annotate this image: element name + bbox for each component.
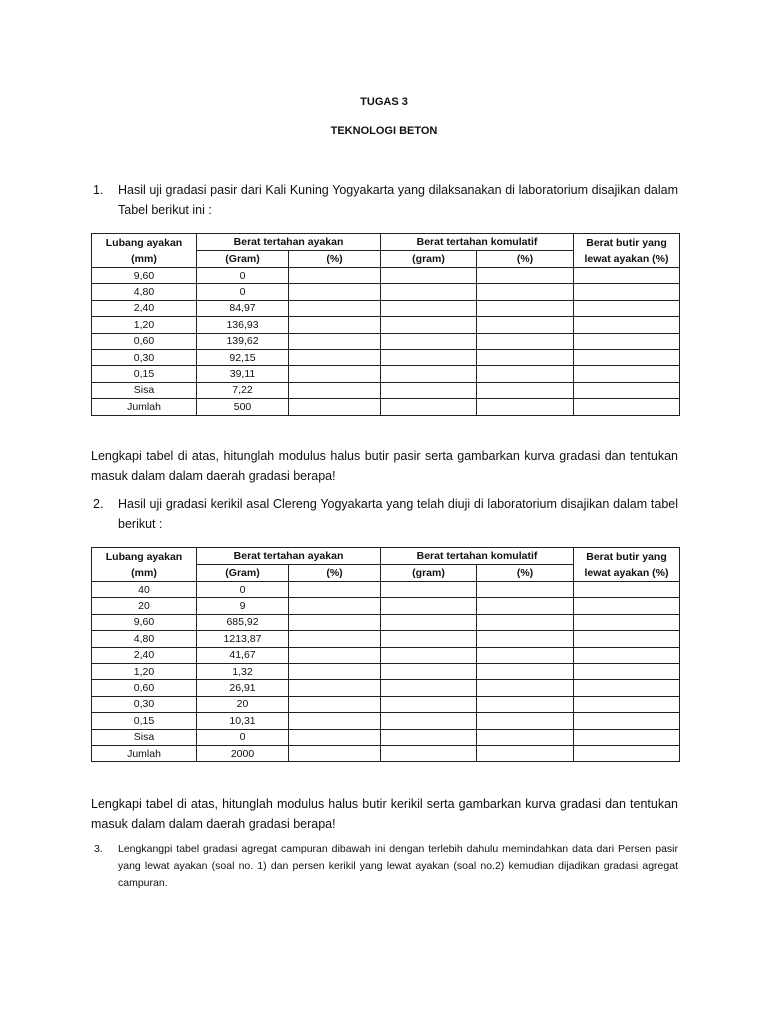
sand-gradation-table <box>91 233 680 416</box>
cell-lubang: 4,80 <box>92 284 197 300</box>
q1-instruction: Lengkapi tabel di atas, hitunglah modulus halus butir pasir serta gambarkan kurva gradasi dan tentukan masuk dalam dalam daerah gradasi berapa! <box>91 449 678 483</box>
cell-lewat[interactable] <box>574 680 680 696</box>
cell-gram: 39,11 <box>197 366 289 382</box>
q3-number: 3. <box>94 843 103 855</box>
cell-percent[interactable] <box>289 366 381 382</box>
header-lewat: Berat butir yang lewat ayakan (%) <box>574 548 680 582</box>
cell-percent[interactable] <box>289 382 381 398</box>
header-gram: (Gram) <box>197 251 289 268</box>
header-lubang: Lubang ayakan (mm) <box>92 548 197 582</box>
cell-gram: 20 <box>197 696 289 712</box>
cell-gram: 1,32 <box>197 663 289 679</box>
cell-lewat[interactable] <box>574 349 680 365</box>
header-gram-komulatif: (gram) <box>381 565 477 582</box>
cell-lewat[interactable] <box>574 582 680 598</box>
cell-gram-komulatif[interactable] <box>381 729 477 745</box>
table-row <box>92 300 680 316</box>
table-row <box>92 399 680 415</box>
header-gram: (Gram) <box>197 565 289 582</box>
table-row <box>92 582 680 598</box>
cell-percent-komulatif[interactable] <box>477 598 574 614</box>
cell-percent[interactable] <box>289 399 381 415</box>
cell-percent-komulatif[interactable] <box>477 382 574 398</box>
cell-percent[interactable] <box>289 631 381 647</box>
cell-gram-komulatif[interactable] <box>381 614 477 630</box>
cell-percent[interactable] <box>289 333 381 349</box>
header-gram-komulatif: (gram) <box>381 251 477 268</box>
q3-text: Lengkangpi tabel gradasi agregat campuran dibawah ini dengan terlebih dahulu memindahkan data dari Persen pasir yang lewat ayakan (soal no. 1) dan persen kerikil yang lewat ayakan (soal no.2) kemudian dijadikan gradasi agregat campuran. <box>118 843 678 889</box>
q1-number: 1. <box>93 183 104 197</box>
cell-gram-komulatif[interactable] <box>381 333 477 349</box>
cell-lewat[interactable] <box>574 729 680 745</box>
cell-gram-komulatif[interactable] <box>381 598 477 614</box>
cell-lubang: 0,30 <box>92 349 197 365</box>
cell-gram: 10,31 <box>197 713 289 729</box>
cell-gram: 0 <box>197 582 289 598</box>
table-row <box>92 284 680 300</box>
cell-lewat[interactable] <box>574 317 680 333</box>
cell-lubang: Sisa <box>92 729 197 745</box>
table-row <box>92 696 680 712</box>
cell-gram: 0 <box>197 729 289 745</box>
cell-percent-komulatif[interactable] <box>477 614 574 630</box>
cell-percent-komulatif[interactable] <box>477 300 574 316</box>
cell-percent[interactable] <box>289 284 381 300</box>
cell-lubang: 0,15 <box>92 366 197 382</box>
cell-lubang: Sisa <box>92 382 197 398</box>
cell-gram-komulatif[interactable] <box>381 745 477 761</box>
cell-percent[interactable] <box>289 647 381 663</box>
cell-percent-komulatif[interactable] <box>477 647 574 663</box>
table-row <box>92 614 680 630</box>
cell-gram-komulatif[interactable] <box>381 582 477 598</box>
cell-percent-komulatif[interactable] <box>477 663 574 679</box>
cell-gram: 0 <box>197 268 289 284</box>
table-row <box>92 745 680 761</box>
q2-number: 2. <box>93 497 104 511</box>
cell-lewat[interactable] <box>574 713 680 729</box>
cell-gram: 1213,87 <box>197 631 289 647</box>
cell-percent-komulatif[interactable] <box>477 317 574 333</box>
cell-lewat[interactable] <box>574 598 680 614</box>
cell-gram-komulatif[interactable] <box>381 713 477 729</box>
cell-percent[interactable] <box>289 680 381 696</box>
cell-gram-komulatif[interactable] <box>381 647 477 663</box>
cell-percent-komulatif[interactable] <box>477 729 574 745</box>
header-tertahan: Berat tertahan ayakan <box>197 234 381 251</box>
cell-lewat[interactable] <box>574 631 680 647</box>
cell-gram-komulatif[interactable] <box>381 366 477 382</box>
table-row <box>92 268 680 284</box>
cell-gram: 139,62 <box>197 333 289 349</box>
cell-gram: 136,93 <box>197 317 289 333</box>
cell-gram: 92,15 <box>197 349 289 365</box>
cell-gram: 7,22 <box>197 382 289 398</box>
cell-percent[interactable] <box>289 300 381 316</box>
header-percent-komulatif: (%) <box>477 565 574 582</box>
cell-lubang: Jumlah <box>92 745 197 761</box>
cell-lubang: 9,60 <box>92 268 197 284</box>
cell-lewat[interactable] <box>574 300 680 316</box>
cell-gram-komulatif[interactable] <box>381 696 477 712</box>
cell-lubang: 1,20 <box>92 317 197 333</box>
cell-lubang: 20 <box>92 598 197 614</box>
table-row <box>92 647 680 663</box>
cell-lubang: 0,15 <box>92 713 197 729</box>
gravel-gradation-table <box>91 547 680 762</box>
cell-percent-komulatif[interactable] <box>477 399 574 415</box>
q1-text: Hasil uji gradasi pasir dari Kali Kuning Yogyakarta yang dilaksanakan di laboratorium disajikan dalam Tabel berikut ini : <box>118 183 678 217</box>
header-percent: (%) <box>289 251 381 268</box>
cell-percent[interactable] <box>289 598 381 614</box>
cell-gram-komulatif[interactable] <box>381 631 477 647</box>
table-row <box>92 631 680 647</box>
document-subtitle: TEKNOLOGI BETON <box>330 125 438 137</box>
cell-gram-komulatif[interactable] <box>381 317 477 333</box>
cell-percent[interactable] <box>289 713 381 729</box>
cell-percent[interactable] <box>289 696 381 712</box>
cell-gram-komulatif[interactable] <box>381 680 477 696</box>
cell-percent-komulatif[interactable] <box>477 696 574 712</box>
cell-gram: 41,67 <box>197 647 289 663</box>
cell-lubang: 2,40 <box>92 647 197 663</box>
cell-lewat[interactable] <box>574 647 680 663</box>
q2-instruction: Lengkapi tabel di atas, hitunglah modulus halus butir kerikil serta gambarkan kurva gradasi dan tentukan masuk dalam dalam daerah gradasi berapa! <box>91 797 678 831</box>
table-row <box>92 663 680 679</box>
cell-lubang: 0,60 <box>92 333 197 349</box>
cell-percent-komulatif[interactable] <box>477 713 574 729</box>
cell-gram: 500 <box>197 399 289 415</box>
cell-lewat[interactable] <box>574 745 680 761</box>
cell-gram-komulatif[interactable] <box>381 382 477 398</box>
table-row <box>92 382 680 398</box>
cell-gram: 26,91 <box>197 680 289 696</box>
cell-percent[interactable] <box>289 663 381 679</box>
cell-percent[interactable] <box>289 729 381 745</box>
cell-percent-komulatif[interactable] <box>477 680 574 696</box>
header-percent: (%) <box>289 565 381 582</box>
cell-gram-komulatif[interactable] <box>381 399 477 415</box>
cell-lewat[interactable] <box>574 366 680 382</box>
header-lubang: Lubang ayakan (mm) <box>92 234 197 268</box>
cell-percent-komulatif[interactable] <box>477 284 574 300</box>
cell-gram: 9 <box>197 598 289 614</box>
cell-lewat[interactable] <box>574 284 680 300</box>
table-row <box>92 333 680 349</box>
cell-lewat[interactable] <box>574 696 680 712</box>
cell-percent[interactable] <box>289 614 381 630</box>
cell-percent-komulatif[interactable] <box>477 631 574 647</box>
cell-gram: 0 <box>197 284 289 300</box>
cell-lewat[interactable] <box>574 382 680 398</box>
table-row <box>92 598 680 614</box>
cell-lubang: 0,30 <box>92 696 197 712</box>
cell-lubang: Jumlah <box>92 399 197 415</box>
cell-percent-komulatif[interactable] <box>477 582 574 598</box>
cell-percent-komulatif[interactable] <box>477 333 574 349</box>
header-lewat: Berat butir yang lewat ayakan (%) <box>574 234 680 268</box>
cell-gram: 685,92 <box>197 614 289 630</box>
cell-lewat[interactable] <box>574 614 680 630</box>
cell-percent[interactable] <box>289 745 381 761</box>
table-row <box>92 680 680 696</box>
cell-gram: 2000 <box>197 745 289 761</box>
cell-lewat[interactable] <box>574 663 680 679</box>
header-komulatif: Berat tertahan komulatif <box>381 548 574 565</box>
header-percent-komulatif: (%) <box>477 251 574 268</box>
cell-lewat[interactable] <box>574 333 680 349</box>
cell-percent[interactable] <box>289 582 381 598</box>
cell-gram-komulatif[interactable] <box>381 284 477 300</box>
cell-percent[interactable] <box>289 268 381 284</box>
cell-percent[interactable] <box>289 349 381 365</box>
cell-lewat[interactable] <box>574 268 680 284</box>
cell-lubang: 4,80 <box>92 631 197 647</box>
cell-percent-komulatif[interactable] <box>477 745 574 761</box>
cell-percent-komulatif[interactable] <box>477 366 574 382</box>
cell-lubang: 1,20 <box>92 663 197 679</box>
cell-lubang: 2,40 <box>92 300 197 316</box>
cell-gram: 84,97 <box>197 300 289 316</box>
cell-lewat[interactable] <box>574 399 680 415</box>
cell-percent[interactable] <box>289 317 381 333</box>
header-tertahan: Berat tertahan ayakan <box>197 548 381 565</box>
cell-gram-komulatif[interactable] <box>381 268 477 284</box>
table-row <box>92 713 680 729</box>
cell-lubang: 9,60 <box>92 614 197 630</box>
cell-percent-komulatif[interactable] <box>477 349 574 365</box>
cell-gram-komulatif[interactable] <box>381 300 477 316</box>
header-komulatif: Berat tertahan komulatif <box>381 234 574 251</box>
cell-lubang: 0,60 <box>92 680 197 696</box>
document-title: TUGAS 3 <box>360 96 408 108</box>
cell-percent-komulatif[interactable] <box>477 268 574 284</box>
q2-text: Hasil uji gradasi kerikil asal Clereng Yogyakarta yang telah diuji di laboratorium disajikan dalam tabel berikut : <box>118 497 678 531</box>
table-row <box>92 729 680 745</box>
table-row <box>92 366 680 382</box>
cell-gram-komulatif[interactable] <box>381 349 477 365</box>
cell-gram-komulatif[interactable] <box>381 663 477 679</box>
table-row <box>92 317 680 333</box>
cell-lubang: 40 <box>92 582 197 598</box>
table-row <box>92 349 680 365</box>
